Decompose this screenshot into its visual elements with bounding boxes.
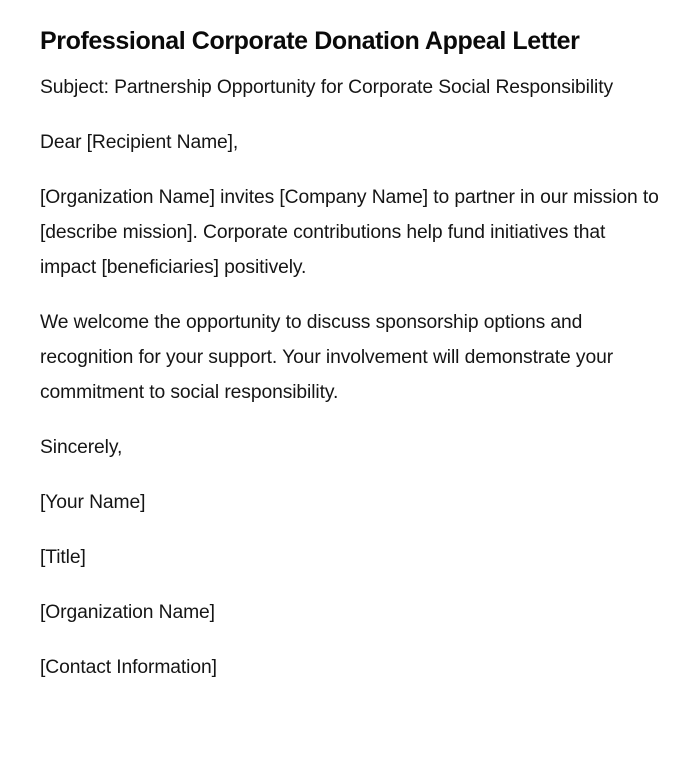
signature-contact: [Contact Information] bbox=[40, 657, 217, 678]
signature-name: [Your Name] bbox=[40, 492, 146, 513]
salutation: Dear [Recipient Name], bbox=[40, 132, 239, 153]
closing: Sincerely, bbox=[40, 437, 123, 458]
document-title: Professional Corporate Donation Appeal Letter bbox=[40, 27, 580, 55]
body-paragraph-1: [Organization Name] invites [Company Name] to partner in our mission to [describe mission]. Corporate contributions help fund initiatives that impact [beneficiaries] positively. bbox=[40, 187, 659, 278]
signature-title: [Title] bbox=[40, 547, 86, 568]
body-paragraph-2: We welcome the opportunity to discuss sponsorship options and recognition for your support. Your involvement will demonstrate your commitment to social responsibility. bbox=[40, 312, 614, 403]
signature-organization: [Organization Name] bbox=[40, 602, 215, 623]
subject-line: Subject: Partnership Opportunity for Corporate Social Responsibility bbox=[40, 77, 613, 98]
